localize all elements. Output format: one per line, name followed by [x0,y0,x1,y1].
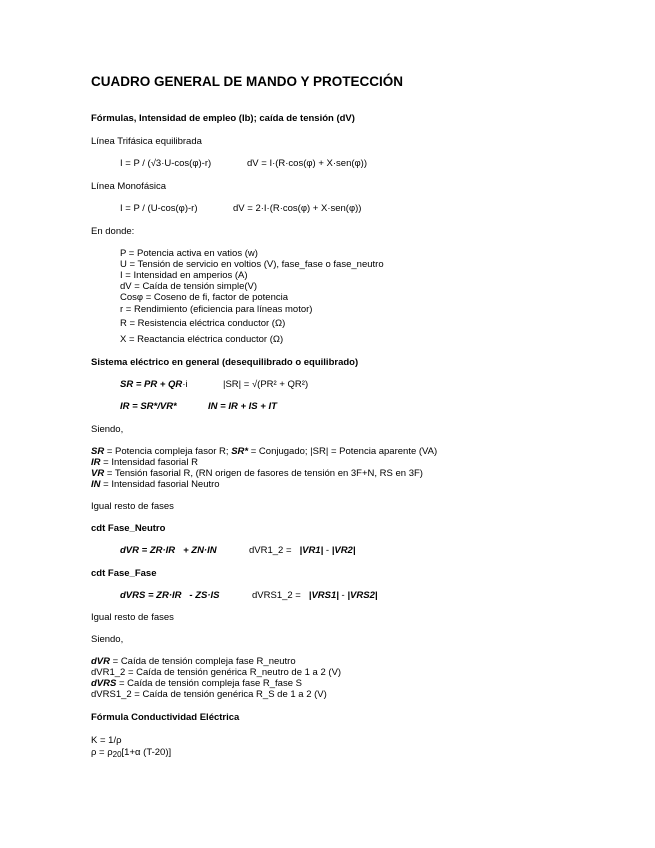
neutral-current-formula: IN = IR + IS + IT [208,401,277,412]
monofasica-voltage-drop-formula: dV = 2·I·(R·cos(φ) + X·sen(φ)) [233,203,362,214]
complex-power-formula: SR = PR + QR·i [120,379,188,390]
resistivity-formula: $\rho = \rho_{20}[1+\alpha$ (T-20)] [91,747,172,759]
definition-dvrs12: dVRS1_2 = Caída de tensión genérica R_S de 1 a 2 (V) [91,689,327,700]
phasor-current-formula: IR = SR*/VR* [120,401,177,412]
definition-dvrs: dVRS = Caída de tensión compleja fase R_fase S [91,678,302,689]
monofasica-label: Línea Monofásica [91,181,166,192]
fase-neutro-formula: dVR = ZR·IR + ZN·IN [120,545,217,556]
definition-item: dV = Caída de tensión simple(V) [120,281,258,292]
fase-neutro-generic-formula: dVR1_2 = |VR1| - |VR2| [249,545,356,556]
definition-sr: SR = Potencia compleja fasor R; SR* = Conjugado; |SR| = Potencia aparente (VA) [91,446,438,457]
trifasica-voltage-drop-formula: dV = I·(R·cos(φ) + X·sen(φ)) [247,158,368,169]
definition-item: Cosφ = Coseno de fi, factor de potencia [120,292,289,303]
trifasica-intensity-formula: I = P / (√3·U-cos(φ)-r) [120,158,212,169]
igual-resto-label: Igual resto de fases [91,501,174,512]
sistema-heading: Sistema eléctrico en general (desequilibrado o equilibrado) [91,357,359,368]
fase-fase-formula: dVRS = ZR·IR - ZS·IS [120,590,220,601]
siendo-label: Siendo, [91,634,124,645]
definition-item: X = Reactancia eléctrica conductor (Ω) [120,334,284,345]
definition-item: U = Tensión de servicio en voltios (V), fase_fase o fase_neutro [120,259,384,270]
definition-ir: IR = Intensidad fasorial R [91,457,198,468]
definition-item: P = Potencia activa en vatios (w) [120,248,258,259]
igual-resto-label: Igual resto de fases [91,612,174,623]
conductividad-heading: Fórmula Conductividad Eléctrica [91,712,240,723]
formulas-heading: Fórmulas, Intensidad de empleo (Ib); caída de tensión (dV) [91,113,355,124]
definition-dvr12: dVR1_2 = Caída de tensión genérica R_neutro de 1 a 2 (V) [91,667,342,678]
fase-fase-generic-formula: dVRS1_2 = |VRS1| - |VRS2| [252,590,378,601]
trifasica-label: Línea Trifásica equilibrada [91,136,202,147]
en-donde-label: En donde: [91,226,135,237]
siendo-label: Siendo, [91,424,124,435]
cdt-fase-fase-heading: cdt Fase_Fase [91,568,157,579]
definition-item: I = Intensidad en amperios (A) [120,270,248,281]
definition-item: r = Rendimiento (eficiencia para líneas motor) [120,304,313,315]
definition-item: R = Resistencia eléctrica conductor (Ω) [120,318,286,329]
definition-dvr: dVR = Caída de tensión compleja fase R_neutro [91,656,296,667]
conductivity-formula: K = 1/ρ [91,735,122,746]
cdt-fase-neutro-heading: cdt Fase_Neutro [91,523,166,534]
monofasica-intensity-formula: I = P / (U-cos(φ)-r) [120,203,198,214]
definition-vr: VR = Tensión fasorial R, (RN origen de fasores de tensión en 3F+N, RS en 3F) [91,468,423,479]
apparent-power-formula: |SR| = √(PR² + QR²) [223,379,309,390]
page-title: CUADRO GENERAL DE MANDO Y PROTECCIÓN [91,74,404,89]
definition-in: IN = Intensidad fasorial Neutro [91,479,220,490]
